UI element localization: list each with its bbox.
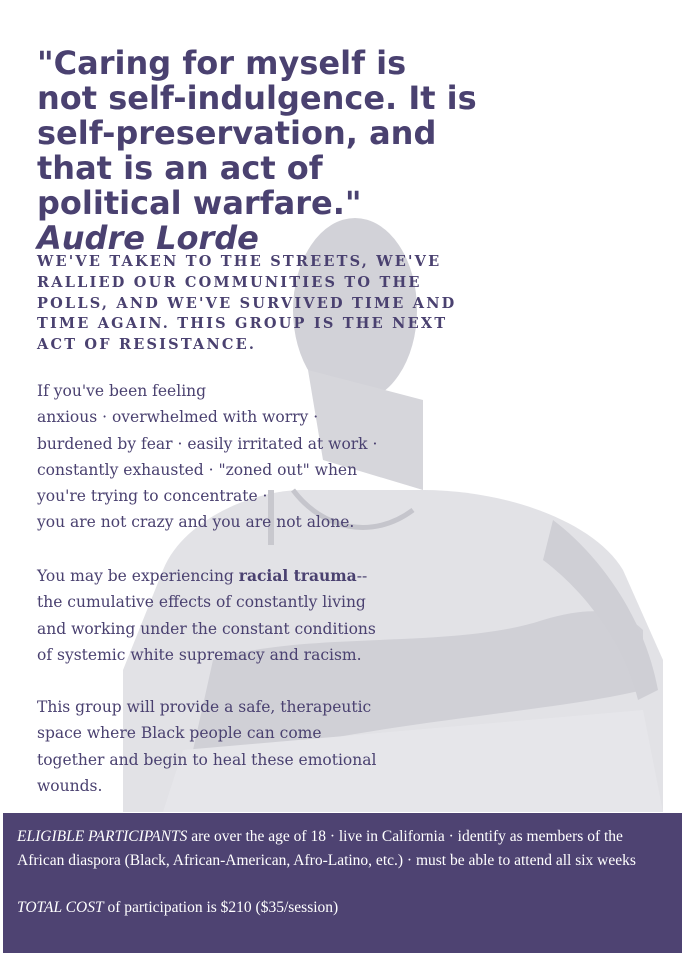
symptoms-line: anxious · overwhelmed with worry · (37, 408, 319, 427)
quote-text: "Caring for myself is not self-indulgence. It is self-preservation, and that is an act of political warfare." (37, 44, 477, 222)
eligible-label: ELIGIBLE PARTICIPANTS (17, 828, 188, 845)
symptoms-paragraph (37, 378, 417, 536)
symptoms-line: you're trying to concentrate · (37, 487, 268, 506)
cost-text (17, 896, 670, 920)
quote-heading (37, 46, 477, 256)
flyer-page (3, 0, 682, 953)
symptoms-line: constantly exhausted · "zoned out" when (37, 460, 358, 479)
eligibility-footer (3, 813, 682, 953)
quote-author: Audre Lorde (37, 219, 259, 257)
racial-trauma-line: and working under the constant conditions (37, 619, 376, 638)
racial-trauma-paragraph (37, 563, 417, 668)
group-description-line: wounds. (37, 776, 103, 795)
racial-trauma-line: of systemic white supremacy and racism. (37, 645, 362, 664)
group-description-line: This group will provide a safe, therapeutic (37, 698, 372, 716)
group-description-line: together and begin to heal these emotional (37, 750, 377, 769)
cost-details: of participation is $210 ($35/session) (103, 899, 339, 916)
symptoms-line: If you've been feeling (37, 382, 207, 400)
resistance-statement: WE'VE TAKEN TO THE STREETS, WE'VE RALLIED OUR COMMUNITIES TO THE POLLS, AND WE'VE SURVIVED TIME AND TIME AGAIN. THIS GROUP IS THE NEXT ACT OF RESISTANCE. (37, 253, 457, 354)
racial-trauma-line: the cumulative effects of constantly living (37, 593, 366, 612)
eligibility-text (17, 825, 670, 873)
racial-trauma-term: racial trauma (238, 566, 357, 585)
racial-trauma-lead-line (37, 563, 417, 589)
symptoms-line: you are not crazy and you are not alone. (37, 513, 355, 532)
symptoms-line: burdened by fear · easily irritated at work · (37, 434, 378, 453)
racial-trauma-dash: -- (356, 567, 368, 585)
cost-label: TOTAL COST (17, 899, 104, 916)
group-description-paragraph (37, 694, 417, 799)
eligible-details: are over the age of 18 · live in California · identify as members of the African diaspora (Black, African-American, Afro-Latino, etc.) · must be able to attend all six weeks (17, 828, 636, 869)
racial-trauma-lead: You may be experiencing (37, 567, 239, 585)
group-description-line: space where Black people can come (37, 724, 322, 743)
